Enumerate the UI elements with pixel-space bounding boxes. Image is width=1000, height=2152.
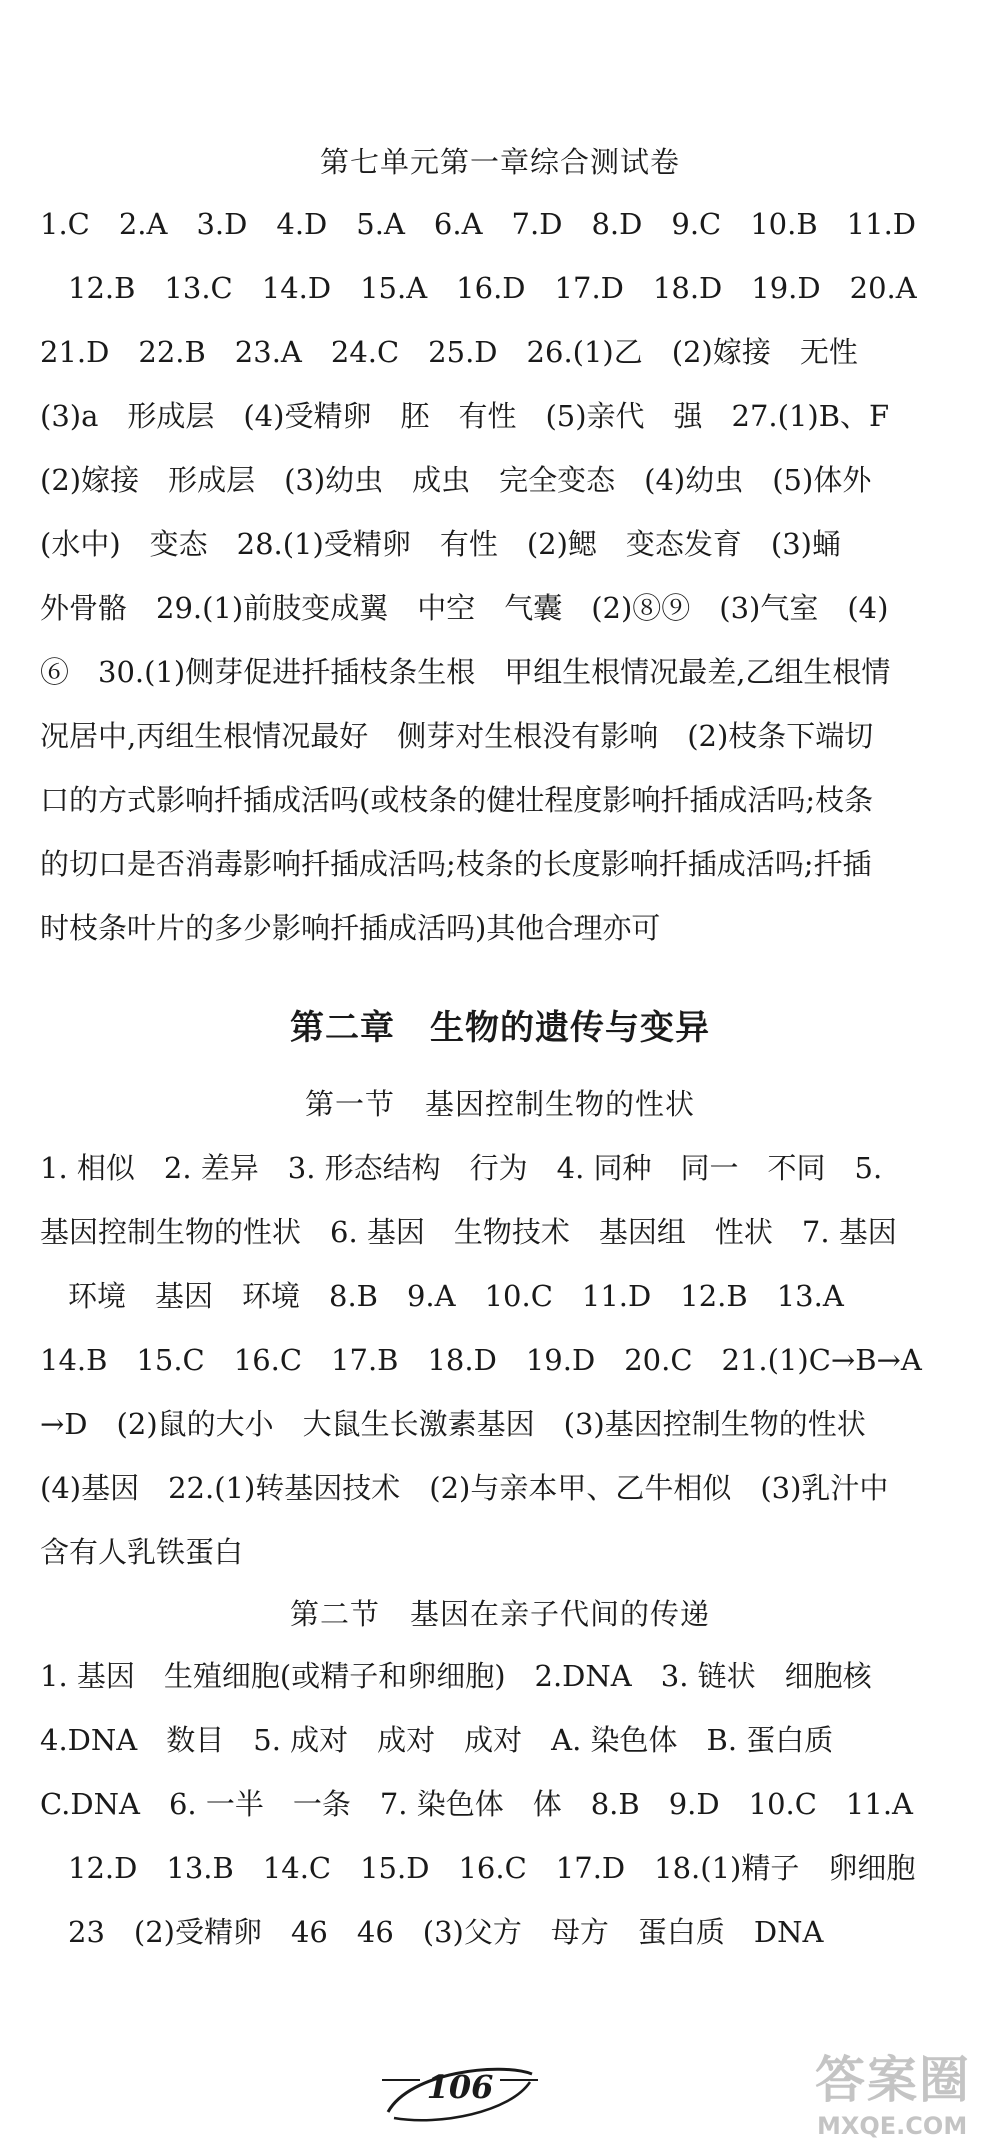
answer-line: 的切口是否消毒影响扦插成活吗;枝条的长度影响扦插成活吗;扦插 xyxy=(40,847,872,881)
answer-line: 1. 相似 2. 差异 3. 形态结构 行为 4. 同种 同一 不同 5. xyxy=(40,1151,883,1185)
answer-line: 14.B 15.C 16.C 17.B 18.D 19.D 20.C 21.(1)C→B→A xyxy=(40,1343,922,1377)
answer-line: 基因控制生物的性状 6. 基因 生物技术 基因组 性状 7. 基因 xyxy=(40,1215,897,1249)
page-number-text: 106 xyxy=(426,2068,494,2106)
section-title: 第二节 基因在亲子代间的传递 xyxy=(289,1597,710,1631)
answer-line: (水中) 变态 28.(1)受精卵 有性 (2)鳃 变态发育 (3)蛹 xyxy=(40,527,841,561)
watermark-logo: 答案圈 xyxy=(815,2051,971,2109)
answer-line: 1.C 2.A 3.D 4.D 5.A 6.A 7.D 8.D 9.C 10.B 11.D xyxy=(40,207,917,241)
answer-line: 1. 基因 生殖细胞(或精子和卵细胞) 2.DNA 3. 链状 细胞核 xyxy=(40,1659,872,1693)
answer-line: 含有人乳铁蛋白 xyxy=(40,1535,244,1569)
answer-line: (2)嫁接 形成层 (3)幼虫 成虫 完全变态 (4)幼虫 (5)体外 xyxy=(40,463,872,497)
unit-test-title: 第七单元第一章综合测试卷 xyxy=(319,145,680,179)
watermark xyxy=(815,2040,995,2148)
answer-line: 21.D 22.B 23.A 24.C 25.D 26.(1)乙 (2)嫁接 无性 xyxy=(40,335,858,369)
page-number xyxy=(380,2052,540,2132)
answer-line: 时枝条叶片的多少影响扦插成活吗)其他合理亦可 xyxy=(40,911,661,945)
watermark-url: MXQE.COM xyxy=(817,2112,968,2140)
answer-line: 4.DNA 数目 5. 成对 成对 成对 A. 染色体 B. 蛋白质 xyxy=(40,1723,834,1757)
answer-line: 12.D 13.B 14.C 15.D 16.C 17.D 18.(1)精子 卵细胞 xyxy=(68,1851,916,1885)
answer-line: 12.B 13.C 14.D 15.A 16.D 17.D 18.D 19.D 20.A xyxy=(68,271,917,305)
section-title: 第一节 基因控制生物的性状 xyxy=(304,1087,695,1121)
answer-line: →D (2)鼠的大小 大鼠生长激素基因 (3)基因控制生物的性状 xyxy=(40,1407,866,1441)
answer-line: (3)a 形成层 (4)受精卵 胚 有性 (5)亲代 强 27.(1)B、F xyxy=(40,399,890,433)
answer-line: C.DNA 6. 一半 一条 7. 染色体 体 8.B 9.D 10.C 11.A xyxy=(40,1787,913,1821)
answer-line: 外骨骼 29.(1)前肢变成翼 中空 气囊 (2)⑧⑨ (3)气室 (4) xyxy=(40,591,889,625)
answer-line: ⑥ 30.(1)侧芽促进扦插枝条生根 甲组生根情况最差,乙组生根情 xyxy=(40,655,891,689)
answer-line: 环境 基因 环境 8.B 9.A 10.C 11.D 12.B 13.A xyxy=(68,1279,844,1313)
answer-line: 23 (2)受精卵 46 46 (3)父方 母方 蛋白质 DNA xyxy=(68,1915,824,1949)
answer-line: 口的方式影响扦插成活吗(或枝条的健壮程度影响扦插成活吗;枝条 xyxy=(40,783,874,817)
chapter-title: 第二章 生物的遗传与变异 xyxy=(290,1008,710,1048)
answer-line: 况居中,丙组生根情况最好 侧芽对生根没有影响 (2)枝条下端切 xyxy=(40,719,874,753)
answer-line: (4)基因 22.(1)转基因技术 (2)与亲本甲、乙牛相似 (3)乳汁中 xyxy=(40,1471,889,1505)
